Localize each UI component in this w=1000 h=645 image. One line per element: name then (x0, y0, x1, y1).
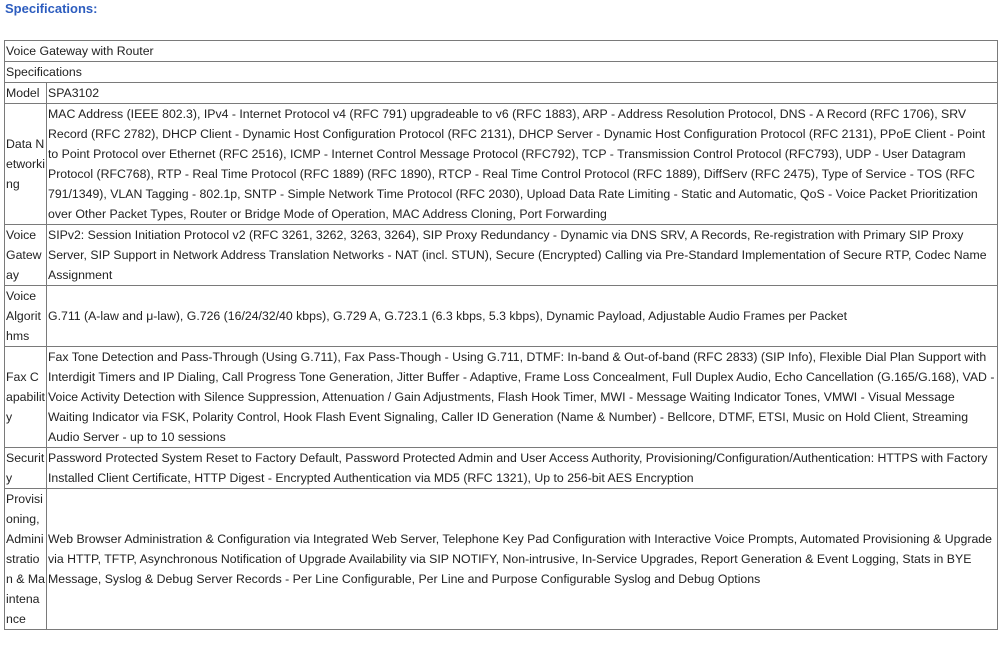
model-value: SPA3102 (47, 83, 998, 104)
provisioning-label: Provisioning, Administration & Maintenance (5, 489, 47, 630)
voice-algorithms-label: Voice Algorithms (5, 286, 47, 347)
fax-capability-value: Fax Tone Detection and Pass-Through (Using G.711), Fax Pass-Though - Using G.711, DTMF: In-band & Out-of-band (RFC 2833) (SIP Info), Flexible Dial Plan Support with Interdigit Timers and IP Dialing, Call Progress Tone Generation, Jitter Buffer - Adaptive, Frame Loss Concealment, Full Duplex Audio, Echo Cancellation (G.165/G.168), VAD - Voice Activity Detection with Silence Suppression, Attenuation / Gain Adjustments, Flash Hook Timer, MWI - Message Waiting Indicator Tones, VMWI - Visual Message Waiting Indicator via FSK, Polarity Control, Hook Flash Event Signaling, Caller ID Generation (Name & Number) - Bellcore, DTMF, ETSI, Music on Hold Client, Streaming Audio Server - up to 10 sessions (47, 347, 998, 448)
voice-gateway-label: Voice Gateway (5, 225, 47, 286)
security-value: Password Protected System Reset to Factory Default, Password Protected Admin and User Access Authority, Provisioning/Configuration/Authentication: HTTPS with Factory Installed Client Certificate, HTTP Digest - Encrypted Authentication via MD5 (RFC 1321), Up to 256-bit AES Encryption (47, 448, 998, 489)
voice-algorithms-value: G.711 (A-law and μ-law), G.726 (16/24/32/40 kbps), G.729 A, G.723.1 (6.3 kbps, 5.3 kbps), Dynamic Payload, Adjustable Audio Frames per Packet (47, 286, 998, 347)
table-row-fax-capability (5, 347, 998, 448)
fax-capability-label: Fax Capability (5, 347, 47, 448)
product-name-cell: Voice Gateway with Router (5, 41, 998, 62)
specifications-heading-cell: Specifications (5, 62, 998, 83)
section-title: Specifications: (5, 1, 98, 16)
table-row-voice-gateway (5, 225, 998, 286)
table-row-model (5, 83, 998, 104)
model-label: Model (5, 83, 47, 104)
data-networking-value: MAC Address (IEEE 802.3), IPv4 - Internet Protocol v4 (RFC 791) upgradeable to v6 (RFC 1883), ARP - Address Resolution Protocol, DNS - A Record (RFC 1706), SRV Record (RFC 2782), DHCP Client - Dynamic Host Configuration Protocol (RFC 2131), DHCP Server - Dynamic Host Configuration Protocol (RFC 2131), PPoE Client - Point to Point Protocol over Ethernet (RFC 2516), ICMP - Internet Control Message Protocol (RFC792), TCP - Transmission Control Protocol (RFC793), UDP - User Datagram Protocol (RFC768), RTP - Real Time Protocol (RFC 1889) (RFC 1890), RTCP - Real Time Control Protocol (RFC 1889), DiffServ (RFC 2475), Type of Service - TOS (RFC 791/1349), VLAN Tagging - 802.1p, SNTP - Simple Network Time Protocol (RFC 2030), Upload Data Rate Limiting - Static and Automatic, QoS - Voice Packet Prioritization over Other Packet Types, Router or Bridge Mode of Operation, MAC Address Cloning, Port Forwarding (47, 104, 998, 225)
security-label: Security (5, 448, 47, 489)
table-row-data-networking (5, 104, 998, 225)
table-row-provisioning (5, 489, 998, 630)
specifications-table (4, 40, 998, 630)
provisioning-value: Web Browser Administration & Configuration via Integrated Web Server, Telephone Key Pad Configuration with Interactive Voice Prompts, Automated Provisioning & Upgrade via HTTP, TFTP, Asynchronous Notification of Upgrade Availability via SIP NOTIFY, Non-intrusive, In-Service Upgrades, Report Generation & Event Logging, Stats in BYE Message, Syslog & Debug Server Records - Per Line Configurable, Per Line and Purpose Configurable Syslog and Debug Options (47, 489, 998, 630)
table-row-security (5, 448, 998, 489)
table-row-product (5, 41, 998, 62)
table-row-specifications (5, 62, 998, 83)
data-networking-label: Data Networking (5, 104, 47, 225)
voice-gateway-value: SIPv2: Session Initiation Protocol v2 (RFC 3261, 3262, 3263, 3264), SIP Proxy Redundancy - Dynamic via DNS SRV, A Records, Re-registration with Primary SIP Proxy Server, SIP Support in Network Address Translation Networks - NAT (incl. STUN), Secure (Encrypted) Calling via Pre-Standard Implementation of Secure RTP, Codec Name Assignment (47, 225, 998, 286)
table-row-voice-algorithms (5, 286, 998, 347)
